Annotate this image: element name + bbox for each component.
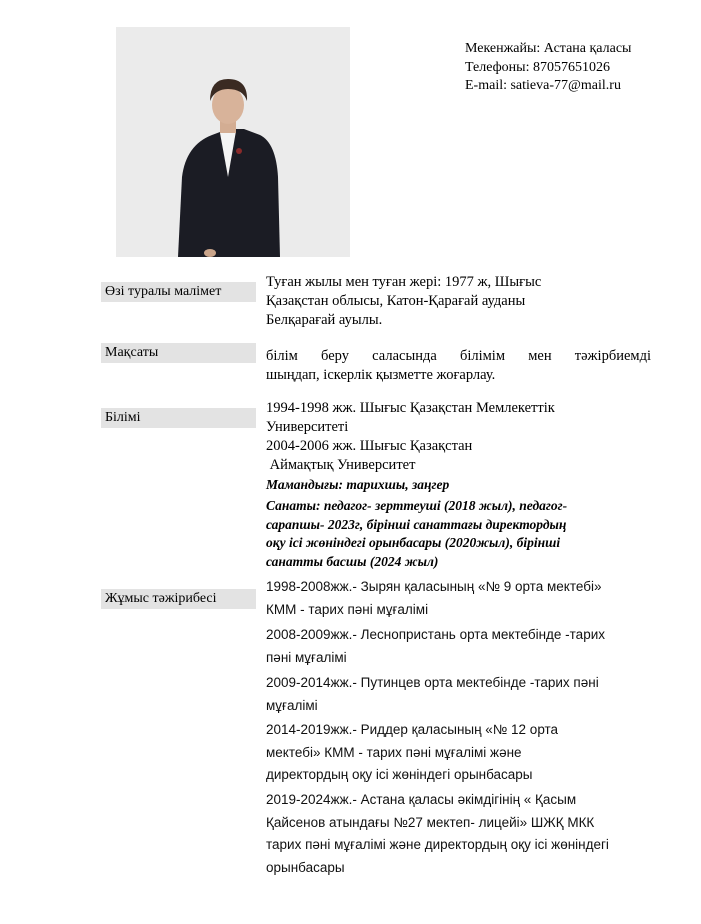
category-line: санатты басшы (2024 жыл) <box>266 553 439 569</box>
job-entry <box>266 719 558 787</box>
category-line: Санаты: педагог- зерттеуші (2018 жыл), педагог- <box>266 498 568 513</box>
goal-line: білім беру саласында білімім мен тәжірбиемді <box>266 348 651 364</box>
education-label: Білімі <box>101 408 256 428</box>
about-line: Қазақстан облысы, Катон-Қарағай ауданы <box>266 293 526 309</box>
about-label: Өзі туралы малімет <box>101 282 256 302</box>
education-line: Университеті <box>266 419 349 435</box>
job-entry <box>266 672 599 717</box>
job-line: пәні мұғалімі <box>266 649 347 665</box>
goal-line: шыңдап, іскерлік қызметте жоғарлау. <box>266 367 496 383</box>
job-line: тарих пәні мұғалімі және директордың оқу ісі жөніндегі <box>266 837 609 852</box>
education-line: 1994-1998 жж. Шығыс Қазақстан Мемлекеттік <box>266 400 555 416</box>
job-line: 2009-2014жж.- Путинцев орта мектебінде -тарих пәні <box>266 675 599 690</box>
goal-label: Мақсаты <box>101 343 256 363</box>
job-entry <box>266 789 609 879</box>
job-line: мектебі» КММ - тарих пәні мұғалімі және <box>266 744 522 760</box>
contact-block <box>465 40 631 96</box>
experience-label: Жұмыс тәжірибесі <box>101 589 256 609</box>
category-line: сарапшы- 2023г, бірінші санаттағы директордың <box>266 516 567 532</box>
job-line: директордың оқу ісі жөніндегі орынбасары <box>266 767 533 782</box>
job-line: 2014-2019жж.- Риддер қаласының «№ 12 орта <box>266 722 559 737</box>
job-entry <box>266 624 605 669</box>
job-line: 2019-2024жж.- Астана қаласы әкімдігінің « Қасым <box>266 792 577 807</box>
address-text: Мекенжайы: Астана қаласы <box>465 41 632 56</box>
job-line: Қайсенов атындағы №27 мектеп- лицейі» ШЖҚ МКК <box>266 814 595 830</box>
category-text <box>266 497 567 571</box>
job-line: мұғалімі <box>266 697 318 713</box>
email-text: E-mail: satieva-77@mail.ru <box>465 78 621 93</box>
education-text <box>266 399 567 571</box>
goal-text <box>266 347 651 385</box>
job-entry <box>266 576 601 621</box>
about-line: Белқарағай ауылы. <box>266 312 383 328</box>
job-line: КММ - тарих пәні мұғалімі <box>266 601 429 617</box>
job-line: 1998-2008жж.- Зырян қаласының «№ 9 орта мектебі» <box>266 579 602 594</box>
about-line: Туған жылы мен туған жері: 1977 ж, Шығыс <box>266 274 542 290</box>
specialty-text: Мамандығы: тарихшы, заңгер <box>266 477 450 492</box>
education-line: Аймақтық Университет <box>266 457 416 473</box>
job-line: орынбасары <box>266 859 345 875</box>
category-line: оқу ісі жөніндегі орынбасары (2020жыл), бірінші <box>266 535 561 550</box>
job-line: 2008-2009жж.- Леснопристань орта мектебінде -тарих <box>266 627 605 642</box>
portrait-image <box>116 27 350 257</box>
phone-text: Телефоны: 87057651026 <box>465 59 610 75</box>
about-text <box>266 273 541 330</box>
profile-photo <box>116 27 350 257</box>
education-line: 2004-2006 жж. Шығыс Қазақстан <box>266 438 473 454</box>
